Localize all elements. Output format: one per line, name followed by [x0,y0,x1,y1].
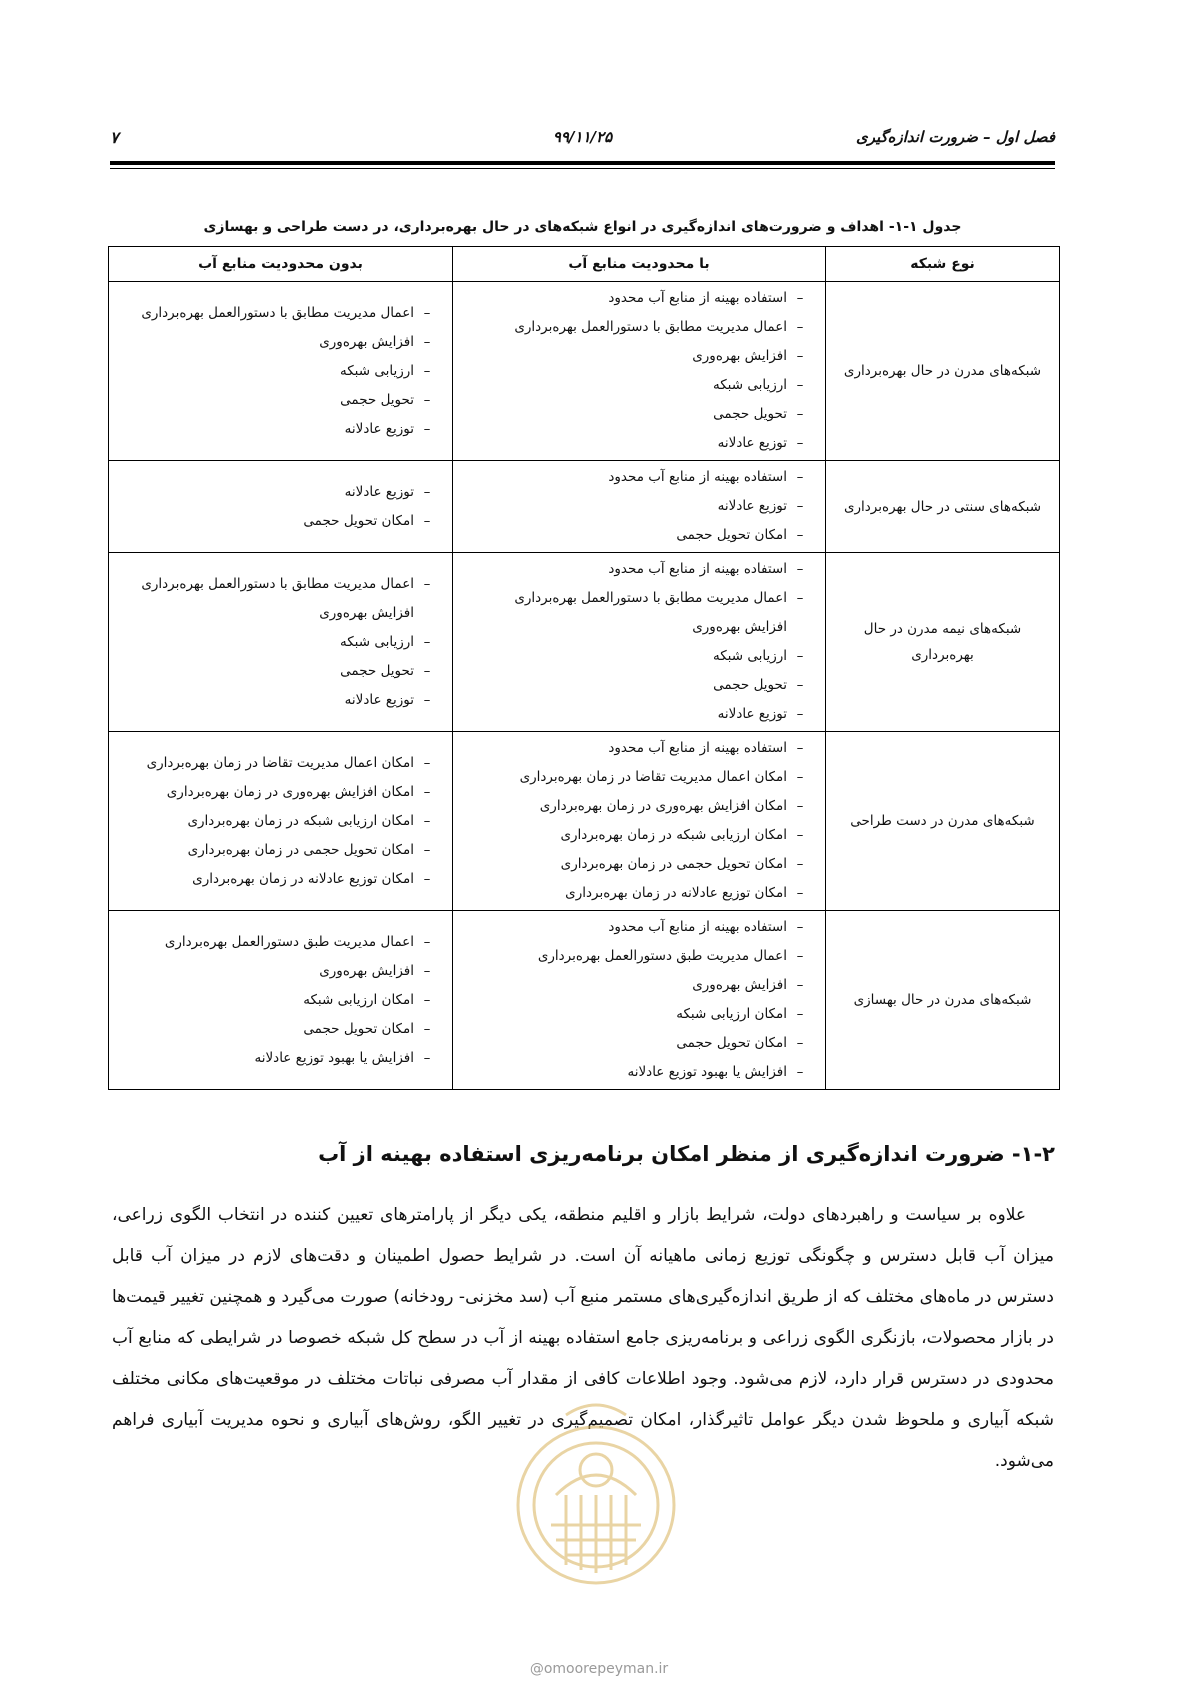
list-item: –تحویل حجمی [713,406,804,422]
unlimited-water-cell [109,732,453,911]
unlimited-water-cell [109,282,453,461]
limited-water-cell [453,282,826,461]
list-item: –توزیع عادلانه [717,435,804,451]
list-item: –ارزیابی شبکه [712,648,804,664]
list-item: –ارزیابی شبکه [712,377,804,393]
limited-water-cell [453,553,826,732]
header-network-type: نوع شبکه [826,247,1060,282]
list-item: –استفاده بهینه از منابع آب محدود [608,561,804,577]
network-type-cell: شبکه‌های مدرن در حال بهسازی [826,911,1060,1090]
list-item: –امکان ارزیابی شبکه [303,991,431,1008]
network-type-cell: شبکه‌های مدرن در حال بهره‌برداری [826,282,1060,461]
list-item: –افزایش بهره‌وری [319,333,431,350]
list-item: –امکان اعمال مدیریت تقاضا در زمان بهره‌برداری [146,754,431,771]
table-header-row [109,247,1060,282]
list-item: –ارزیابی شبکه [339,362,431,379]
list-item: –امکان تحویل حجمی در زمان بهره‌برداری [187,841,431,858]
header-unlimited-water: بدون محدودیت منابع آب [109,247,453,282]
unlimited-water-cell [109,911,453,1090]
list-item: –افزایش یا بهبود توزیع عادلانه [627,1064,804,1080]
unlimited-water-cell [109,461,453,553]
header-rule-thick [110,161,1055,165]
section-heading: ۱-۲- ضرورت اندازه‌گیری از منظر امکان برنامه‌ریزی استفاده بهینه از آب [318,1142,1055,1166]
running-header [110,128,1055,156]
limited-water-cell [453,732,826,911]
list-item: –تحویل حجمی [713,677,804,693]
page-number: ۷ [110,128,119,147]
header-rule-thin [110,168,1055,169]
list-item: –توزیع عادلانه [717,498,804,514]
header-limited-water: با محدودیت منابع آب [453,247,826,282]
list-item: –ارزیابی شبکه [339,633,431,650]
list-item: –اعمال مدیریت مطابق با دستورالعمل بهره‌برداری [514,319,804,335]
unlimited-water-cell [109,553,453,732]
list-item: –امکان توزیع عادلانه در زمان بهره‌برداری [565,885,804,901]
list-item: –امکان تحویل حجمی [676,527,804,543]
list-item: –افزایش بهره‌وری [692,977,804,993]
list-item: –امکان توزیع عادلانه در زمان بهره‌برداری [192,870,431,887]
list-item: –تحویل حجمی [340,662,431,679]
list-item: –اعمال مدیریت مطابق با دستورالعمل بهره‌برداری [514,590,804,606]
list-item: –توزیع عادلانه [344,691,431,708]
list-item: –اعمال مدیریت طبق دستورالعمل بهره‌برداری [164,933,431,950]
header-date: ۹۹/۱۱/۲۵ [552,128,613,146]
list-item: –استفاده بهینه از منابع آب محدود [608,290,804,306]
list-item: –امکان ارزیابی شبکه در زمان بهره‌برداری [560,827,804,843]
list-item: –استفاده بهینه از منابع آب محدود [608,740,804,756]
list-item: –تحویل حجمی [340,391,431,408]
list-item: –اعمال مدیریت طبق دستورالعمل بهره‌برداری [537,948,804,964]
list-item: –توزیع عادلانه [717,706,804,722]
list-item: افزایش بهره‌وری [692,619,787,635]
network-type-cell: شبکه‌های نیمه مدرن در حال بهره‌برداری [826,553,1060,732]
list-item: –امکان افزایش بهره‌وری در زمان بهره‌برداری [166,783,431,800]
list-item: –افزایش بهره‌وری [692,348,804,364]
list-item: –اعمال مدیریت مطابق با دستورالعمل بهره‌برداری [141,575,431,592]
list-item: –امکان ارزیابی شبکه [676,1006,804,1022]
list-item: –استفاده بهینه از منابع آب محدود [608,919,804,935]
list-item: –استفاده بهینه از منابع آب محدود [608,469,804,485]
list-item: –امکان تحویل حجمی در زمان بهره‌برداری [560,856,804,872]
list-item: –امکان تحویل حجمی [676,1035,804,1051]
chapter-title: فصل اول – ضرورت اندازه‌گیری [855,128,1055,146]
list-item: –امکان افزایش بهره‌وری در زمان بهره‌برداری [539,798,804,814]
limited-water-cell [453,911,826,1090]
list-item: –افزایش بهره‌وری [319,962,431,979]
list-item: –توزیع عادلانه [344,483,431,500]
watermark-logo [496,1375,696,1625]
table-caption: جدول ۱-۱- اهداف و ضرورت‌های اندازه‌گیری در انواع شبکه‌های در حال بهره‌برداری، در دست طراحی و بهسازی [203,219,962,235]
table-row [109,553,1060,732]
list-item: –امکان تحویل حجمی [303,512,431,529]
goals-table [108,246,1060,1090]
network-type-cell: شبکه‌های سنتی در حال بهره‌برداری [826,461,1060,553]
table-row [109,461,1060,553]
network-type-cell: شبکه‌های مدرن در دست طراحی [826,732,1060,911]
table-row [109,282,1060,461]
list-item: –امکان ارزیابی شبکه در زمان بهره‌برداری [187,812,431,829]
list-item: افزایش بهره‌وری [319,604,414,621]
limited-water-cell [453,461,826,553]
table-row [109,911,1060,1090]
watermark-site: @omoorepeyman.ir [529,1661,669,1677]
table-row [109,732,1060,911]
list-item: –امکان تحویل حجمی [303,1020,431,1037]
list-item: –امکان اعمال مدیریت تقاضا در زمان بهره‌برداری [519,769,804,785]
list-item: –اعمال مدیریت مطابق با دستورالعمل بهره‌برداری [141,304,431,321]
list-item: –توزیع عادلانه [344,420,431,437]
list-item: –افزایش یا بهبود توزیع عادلانه [254,1049,431,1066]
body-paragraph: علاوه بر سیاست و راهبردهای دولت، شرایط بازار و اقلیم منطقه، یکی دیگر از پارامترهای تعیین کننده در انتخاب الگوی زراعی، میزان آب قابل دسترس و چگونگی توزیع زمانی ماهیانه آن است. در شرایط حصول اطمینان و دقت‌های لازم در میزان آب قابل دسترس در ماه‌های مختلف که از طریق اندازه‌گیری‌های مستمر منبع آب (سد مخزنی- رودخانه) صورت می‌گیرد و همچنین تغییر قیمت‌ها در بازار محصولات، بازنگری الگوی زراعی و برنامه‌ریزی جامع استفاده بهینه از آب در سطح کل شبکه خصوصا در شرایطی که منابع آب محدودی در دسترس قرار دارد، لازم می‌شود. وجود اطلاعات کافی از مقدار آب مصرفی نباتات مختلف در موقعیت‌های مکانی مختلف شبکه آبیاری و ملحوظ شدن دیگر عوامل تاثیرگذار، امکان تصمیم‌گیری در تغییر الگو، روش‌های آبیاری و نحوه مدیریت آبیاری فراهم می‌شود. [112,1205,1054,1471]
